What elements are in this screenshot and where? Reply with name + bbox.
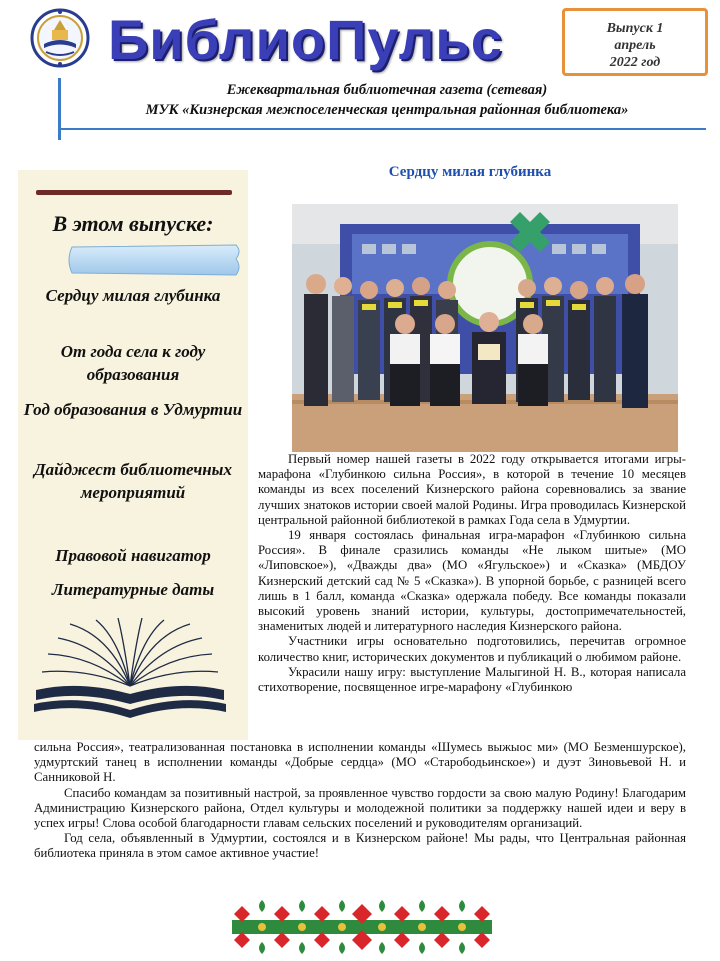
article-paragraph: Первый номер нашей газеты в 2022 году открывается итогами игры-марафона «Глубинкою сильна Россия», в которой в течение 10 месяцев команды из всех поселений Кизнерского района соревновались за звание лучших знатоков истории своей малой Родины. Игра проводилась Кизнерской центральной районной библиотекой в рамках Года села в Удмуртии.	[258, 452, 686, 527]
article-paragraph: Год села, объявленный в Удмуртии, состоялся и в Кизнерском районе! Мы рады, что Центральная районная библиотека приняла в этом самое активное участие!	[34, 831, 686, 861]
article-paragraph: Украсили нашу игру: выступление Малыгиной Н. В., которая написала стихотворение, посвященное игре-марафону «Глубинкою	[258, 664, 686, 695]
sidebar-top-bar	[36, 190, 232, 195]
toc-item-1: Сердцу милая глубинка	[45, 286, 221, 305]
subtitle-line-2: МУК «Кизнерская межпоселенческая центральная районная библиотека»	[145, 102, 629, 118]
toc-item-2: От года села к году образования	[60, 342, 206, 384]
scroll-banner-graphic	[66, 243, 242, 277]
header-divider	[60, 128, 706, 130]
article-paragraph: сильна Россия», театрализованная постановка в исполнении команды «Шумесь выжыос ми» (МО Безменшурское), удмуртский танец в исполнении команды «Добрые сердца» (МО «Старободьинское») и дуэт Зиновьевой Н. и Санниковой Н.	[34, 740, 686, 785]
article-headline: Сердцу милая глубинка	[388, 164, 552, 180]
issue-number: Выпуск 1	[606, 21, 664, 36]
header-accent-line	[58, 78, 61, 140]
issue-month: апрель	[614, 38, 656, 53]
article-paragraph: 19 января состоялась финальная игра-марафон «Глубинкою сильна Россия». В финале сразились команды «Не лыком шитые» (МО «Липовское»), «Дважды два» (МО «Ягульское») и «Сказка» (МБДОУ Кизнерский детский сад № 5 «Сказка»). В упорной борьбе, с разницей всего лишь в 1 балл, команда «Сказка» одержала победу. Все команды показали высокий уровень знаний истории, культуры, достопримечательностей, знаменитых людей и литературного наследия Кизнерского района.	[258, 528, 686, 634]
article-body-full	[34, 740, 686, 862]
article-paragraph: Участники игры основательно подготовились, перечитав огромное количество книг, исторических документов и публикаций о любимом районе.	[258, 634, 686, 664]
sidebar-heading: В этом выпуске:	[52, 211, 214, 236]
toc-item-3: Год образования в Удмуртии	[23, 400, 243, 419]
toc-item-5: Правовой навигатор	[55, 546, 211, 565]
group-photo	[292, 204, 678, 452]
subtitle-line-1: Ежеквартальная библиотечная газета (сетевая)	[226, 82, 548, 98]
toc-item-6: Литературные даты	[51, 580, 215, 599]
toc-item-4: Дайджест библиотечных мероприятий	[34, 460, 232, 502]
article-body-column	[258, 452, 686, 695]
udmurt-ornament-icon	[232, 898, 492, 956]
issue-year: 2022 год	[609, 55, 661, 70]
newspaper-title: БиблиоПульс	[108, 8, 503, 71]
header-subtitle	[62, 80, 712, 120]
article-paragraph: Спасибо командам за позитивный настрой, за проявленное чувство гордости за свою малую Родину! Благодарим Администрацию Кизнерского района, Отдел культуры и молодежной политики за поддержку нашей идеи и веру в успех игры! Слова особой благодарности главам сельских поселений и руководителям организаций.	[34, 785, 686, 831]
issue-box	[562, 8, 708, 76]
open-book-icon	[30, 616, 230, 726]
library-logo	[30, 8, 90, 68]
